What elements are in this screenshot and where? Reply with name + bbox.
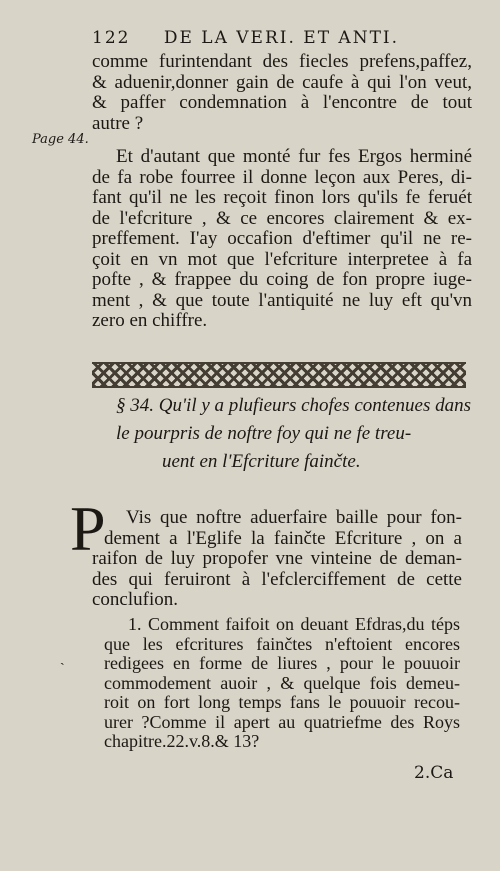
heading-line: uent en l'Efcriture fainčte. [162, 451, 361, 472]
text-line: raifon de luy propofer vne vinteine de deman- [92, 549, 462, 569]
text-line: dement a l'Eglife la fainčte Efcriture , on a [104, 528, 462, 549]
text-line: des qui feruiront à l'efclerciffement de cette [92, 569, 462, 590]
text-line: chapitre.22.v.8.& 13? [104, 732, 260, 751]
drop-cap: P [70, 493, 106, 564]
text-line: çoit en vn mot que l'efcriture interpretee à fa [92, 249, 472, 270]
text-line: commodement auoir , & quelque fois demeu- [104, 673, 460, 693]
text-line: de fa robe fourree il donne leçon aux Peres, di- [92, 167, 472, 188]
text-line: comme furintendant des fiecles prefens,paffez, [92, 52, 472, 72]
running-header [92, 28, 472, 48]
text-line: fant qu'il ne les reçoit finon lors qu'ils fe feruét [92, 188, 472, 208]
text-line: 1. Comment faifoit on deuant Efdras,du téps [128, 615, 460, 634]
text-line: autre ? [92, 113, 144, 134]
text-line: Vis que noftre aduerfaire baille pour fon- [126, 508, 462, 528]
paragraph-puis [92, 508, 462, 611]
text-line: Et d'autant que monté fur fes Ergos herminé [116, 147, 472, 167]
continuation-paragraph [92, 52, 472, 134]
text-line: ment , & que toute l'antiquité ne luy eft qu'vn [92, 290, 472, 311]
running-title: DE LA VERI. ET ANTI. [163, 28, 400, 48]
text-line: redigees en forme de liures , pour le pouuoir [104, 654, 460, 673]
catchword: 2.Ca [414, 763, 454, 783]
text-line: urer ?Comme il apert au quatriefme des Roys [104, 712, 460, 732]
page-number: 122 [92, 28, 131, 48]
heading-line: le pourpris de noftre foy qui ne fe treu- [116, 423, 412, 444]
decorative-ornament-band [92, 362, 466, 388]
text-line: pofte , & frappee du coing de fon propre iuge- [92, 270, 472, 290]
text-line: & paffer condemnation à l'encontre de tout [92, 93, 472, 113]
heading-line: § 34. Qu'il y a plufieurs chofes contenues dans [116, 395, 471, 416]
text-line: que les efcritures fainčtes n'eftoient encores [104, 634, 460, 654]
margin-mark: ˎ [60, 650, 65, 666]
text-line: roit on fort long temps fans le pouuoir recou- [104, 693, 460, 712]
text-line: de l'efcriture , & ce encores clairement & ex- [92, 208, 472, 229]
text-line: & aduenir,donner gain de caufe à qui l'on veut, [92, 72, 472, 93]
paragraph-ergos [92, 147, 472, 332]
text-line: preffement. I'ay occafion d'eftimer qu'il ne re- [92, 229, 472, 249]
text-line: zero en chiffre. [92, 311, 208, 331]
section-heading [116, 392, 472, 476]
paragraph-question-1 [104, 615, 460, 752]
text-line: conclufion. [92, 590, 179, 610]
margin-page-reference: Page 44. [32, 132, 89, 147]
